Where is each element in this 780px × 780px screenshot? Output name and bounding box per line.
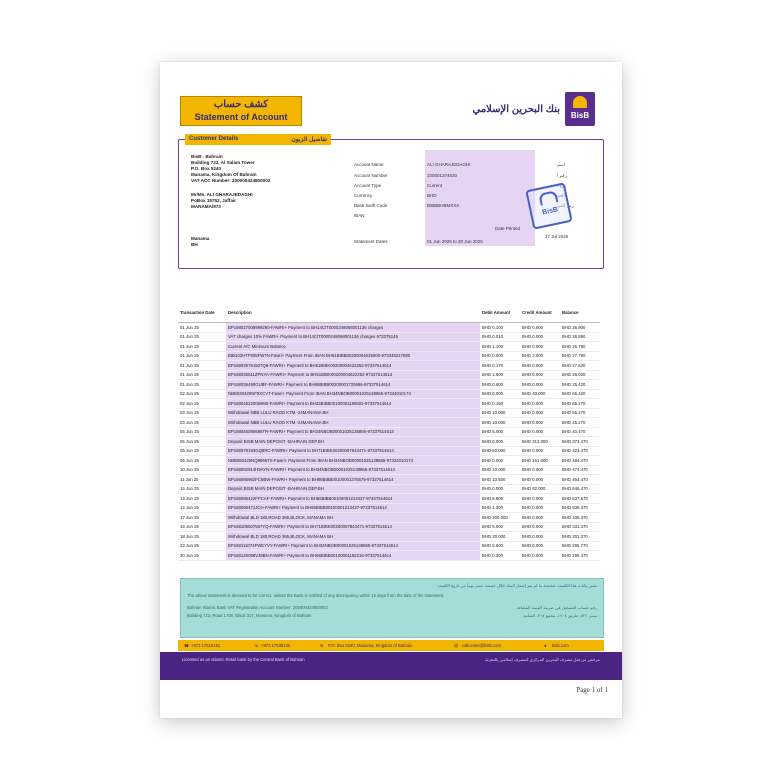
swift-label: Bank Swift Code (354, 203, 388, 208)
table-row (178, 541, 600, 551)
fax-icon: ☏ (254, 643, 260, 648)
table-row (178, 465, 600, 475)
account-name-label-ar: اسم (557, 162, 566, 167)
account-type-label-ar: نوع ا (557, 183, 566, 188)
customer-details-panel (178, 136, 604, 269)
address-line: P.O. Box 5240 (191, 166, 222, 171)
email-text[interactable]: callcenter@bisb.com (462, 643, 501, 648)
notice-en: The above statement is deemed to be correct, unless the Bank is notified of any discrepancy within 15 days from the date of the statement. (187, 593, 445, 598)
cell-date: 30 Jun 25 (178, 551, 226, 561)
account-type-value: Current (427, 183, 443, 188)
cell-balance: BHD 25.420 (560, 380, 600, 390)
cell-debit: BHD 0.000 (480, 389, 520, 399)
table-row (178, 513, 600, 523)
cell-date: 06 Jun 25 (178, 456, 226, 466)
cell-balance: BHD 26.900 (560, 323, 600, 333)
cell-credit: BHD 0.000 (520, 323, 560, 333)
statement-dates-label: Statement Dates (354, 239, 388, 244)
cell-credit: BHD 0.000 (520, 342, 560, 352)
cell-balance: BHD 55.270 (560, 408, 600, 418)
cell-description: BP168035761507Q9-FAWRI+ Payment to BH51BIBK00200004622252-97337514614 (226, 361, 480, 371)
cell-balance: BHD 25.790 (560, 342, 600, 352)
cell-date: 10 Jun 25 (178, 465, 226, 475)
notice-vat-ar: رقم حساب التسجيل في ضريبة القيمة المضافة (516, 605, 597, 610)
cell-date: 01 Jun 25 (178, 323, 226, 333)
cell-description: BP168035611ZPNYA-FAWRI+ Payment to BH51BIBK00200004622252-97337514614 (226, 370, 480, 380)
cell-date: 01 Jun 25 (178, 380, 226, 390)
cell-description: NBB020420NF8XCVT-Fawri+ Payment From IBAN BH34NBOB00001025138865-97334010174 (226, 389, 480, 399)
bank-address (191, 154, 270, 184)
cell-date: 05 Jun 25 (178, 446, 226, 456)
cell-description: BIB103HTF905FW7N-Fawri+ Payment From IBAN BH51BIBB00200004625000-973348227080 (226, 351, 480, 361)
cell-credit: BHD 0.000 (520, 418, 560, 428)
city: Manama (191, 236, 210, 241)
cell-date: 14 Jun 25 (178, 503, 226, 513)
phone-icon: ☎ (184, 643, 190, 648)
cell-debit: BHD 10.000 (480, 408, 520, 418)
col-description: Description (226, 302, 480, 323)
cell-debit: BHD 0.600 (480, 380, 520, 390)
cell-debit: BHD 0.000 (480, 351, 520, 361)
cell-debit: BHD 5.000 (480, 427, 520, 437)
cell-credit: BHD 0.000 (520, 399, 560, 409)
table-row (178, 380, 600, 390)
cell-debit: BHD 5.600 (480, 541, 520, 551)
swift-value: BIBBBHBMXXX (427, 203, 460, 208)
cell-balance: BHD 26.890 (560, 332, 600, 342)
cell-credit: BHD 40.000 (520, 389, 560, 399)
currency-label: Currency (354, 193, 373, 198)
currency-value: BHD (427, 193, 437, 198)
pobox-icon: ✉ (320, 643, 324, 648)
cell-date: 11 Jun 25 (178, 475, 226, 485)
bank-stamp-icon (525, 182, 572, 229)
table-row (178, 323, 600, 333)
footer-license-ar: مرخص من قبل مصرف البحرين المركزي كمصرف إسلامي بالتجزئة (485, 657, 600, 662)
cell-date: 05 Jun 25 (178, 437, 226, 447)
cell-credit: BHD 0.000 (520, 465, 560, 475)
bisb-logo-icon (565, 92, 595, 126)
cell-date: 05 Jun 25 (178, 427, 226, 437)
cell-balance: BHD 484.470 (560, 456, 600, 466)
cell-balance: BHD 464.470 (560, 475, 600, 485)
table-row (178, 389, 600, 399)
title-arabic: كشف حساب (213, 99, 269, 110)
cell-description: BP168096471JCH-FAWRI+ Payment to BH66BIBB00100001213437-97337514614 (226, 503, 480, 513)
cell-credit: BHD 0.000 (520, 532, 560, 542)
cell-date: 01 Jun 25 (178, 342, 226, 352)
cell-credit: BHD 0.000 (520, 408, 560, 418)
table-row (178, 408, 600, 418)
cell-debit: BHD 0.150 (480, 399, 520, 409)
table-row (178, 361, 600, 371)
table-row (178, 399, 600, 409)
cell-debit: BHD 10.500 (480, 475, 520, 485)
table-row (178, 437, 600, 447)
cell-description: BP168079193GQ8RC-FAWRI+ Payment to BH71BIBK00200007843471-97337514614 (226, 446, 480, 456)
cell-debit: BHD 1.300 (480, 503, 520, 513)
statement-dates-value: 01 Jun 2025 to 30 Jun 2025 (427, 239, 483, 244)
cell-credit: BHD 0.000 (520, 446, 560, 456)
notice-box (180, 578, 604, 638)
cell-credit: BHD 0.000 (520, 551, 560, 561)
cell-date: 14 Jun 25 (178, 484, 226, 494)
table-row (178, 551, 600, 561)
customer-city (191, 236, 209, 248)
title-english: Statement of Account (194, 112, 288, 122)
table-row (178, 503, 600, 513)
logo-text: BisB (570, 111, 590, 120)
currency-label-ar: العم (557, 193, 565, 198)
cell-description: NBB060425NQ9865TS-Fawri+ Payment From IBAN BH34NBOB00001025138865-97334010174 (226, 456, 480, 466)
address-line: Manama, Kingdom Of Bahrain (191, 172, 257, 177)
cell-debit: BHD 50.000 (480, 446, 520, 456)
cell-credit: BHD 0.000 (520, 513, 560, 523)
customer-address (191, 192, 253, 210)
cell-credit: BHD 313.000 (520, 437, 560, 447)
cell-description: Withdrawal NBB LULU RAOD KTM -24MANAMA BH (226, 418, 480, 428)
cell-balance: BHD 295.770 (560, 541, 600, 551)
cell-balance: BHD 301.370 (560, 532, 600, 542)
bank-name-arabic: بنك البحرين الإسلامي (472, 104, 560, 115)
cell-description: BP168027008999290-FAWRI+ Payment to BH14CIT0000248068001136 charges (226, 323, 480, 333)
date-printed-value: 27 Jul 2025 (545, 234, 569, 239)
table-row (178, 418, 600, 428)
cell-balance: BHD 537.670 (560, 494, 600, 504)
cell-balance: BHD 26.020 (560, 370, 600, 380)
table-row (178, 484, 600, 494)
account-name-label: Account Name (354, 162, 384, 167)
cell-balance: BHD 474.470 (560, 465, 600, 475)
phone-text[interactable]: +973 17515151 (191, 643, 221, 648)
cell-description: BP168045220069M9-FAWRI+ Payment to BH33BIBB00100001196502-97337514614 (226, 399, 480, 409)
cell-credit: BHD 0.000 (520, 522, 560, 532)
cell-credit: BHD 161.000 (520, 456, 560, 466)
cell-date: 01 Jun 25 (178, 332, 226, 342)
address-line: PoBox 15752, Jaffair (191, 198, 236, 203)
cell-debit: BHD 0.000 (480, 456, 520, 466)
table-row (178, 532, 600, 542)
country: BH (191, 242, 198, 247)
cell-date: 02 Jun 25 (178, 389, 226, 399)
cell-debit: BHD 0.000 (480, 437, 520, 447)
swift-label-ar: رمز الس (557, 203, 574, 208)
cell-credit: BHD 0.000 (520, 332, 560, 342)
notice-vat: Bahrain Islamic Bank VAT Registration Account Number: 200000424800002 (187, 605, 328, 610)
cell-balance: BHD 27.620 (560, 361, 600, 371)
email-icon: @ (454, 643, 459, 648)
cell-debit: BHD 0.300 (480, 551, 520, 561)
cell-description: Deposit BISB MAIN DEPOSIT -BAHRAIN DEP.BH (226, 437, 480, 447)
col-balance: Balance (560, 302, 600, 323)
col-debit: Debit Amount (480, 302, 520, 323)
cell-description: BP168125098VJ8BN-FAWRI+ Payment to BH66BIBB00100001162216-97337514614 (226, 551, 480, 561)
table-row (178, 456, 600, 466)
statement-title-box (180, 96, 302, 126)
cell-debit: BHD 1.600 (480, 370, 520, 380)
address-line: Building 722, Al Salam Tower (191, 160, 255, 165)
mosque-icon (573, 96, 587, 108)
cell-debit: BHD 8.800 (480, 494, 520, 504)
cell-credit: BHD 0.000 (520, 361, 560, 371)
cell-credit: BHD 82.000 (520, 484, 560, 494)
cell-credit: BHD 0.000 (520, 541, 560, 551)
cell-balance: BHD 27.790 (560, 351, 600, 361)
mosque-icon (538, 190, 558, 205)
table-row (178, 351, 600, 361)
table-row (178, 522, 600, 532)
cell-credit: BHD 2.000 (520, 351, 560, 361)
stamp-text: BisB (541, 206, 559, 217)
cell-balance: BHD 65.270 (560, 399, 600, 409)
address-line: Mr/Ms. ALI GHARAJEDAGHI (191, 192, 253, 197)
cell-credit: BHD 0.000 (520, 475, 560, 485)
cell-description: Current A/C Minimum Balance (226, 342, 480, 352)
cell-balance: BHD 295.470 (560, 551, 600, 561)
date-printed-label: Date Printed (495, 226, 521, 231)
web-icon: ● (544, 643, 547, 648)
cell-debit: BHD 0.170 (480, 361, 520, 371)
cell-debit: BHD 10.000 (480, 418, 520, 428)
cell-date: 01 Jun 25 (178, 370, 226, 380)
cell-description: BP168105507567YQ-FAWRI+ Payment to BH71BIBK00200007843471-97337514614 (226, 522, 480, 532)
table-header-row (178, 302, 600, 323)
web-text[interactable]: bisb.com (552, 643, 569, 648)
customer-details-label-ar: تفاصيل الزبون (291, 137, 327, 143)
cell-balance: BHD 336.370 (560, 513, 600, 523)
col-credit: Credit Amount (520, 302, 560, 323)
notice-address: Building 722, Road 1708, Block 317, Manama, Kingdom of Bahrain (187, 613, 312, 618)
cell-balance: BHD 331.370 (560, 522, 600, 532)
footer-band (160, 652, 622, 680)
cell-balance: BHD 65.420 (560, 389, 600, 399)
cell-balance: BHD 536.370 (560, 503, 600, 513)
table-row (178, 446, 600, 456)
cell-balance: BHD 323.470 (560, 446, 600, 456)
cell-credit: BHD 0.000 (520, 370, 560, 380)
cell-date: 03 Jun 25 (178, 418, 226, 428)
contact-bar (178, 640, 604, 651)
account-number-label-ar: رقم ا (557, 173, 567, 178)
cell-debit: BHD 200.000 (480, 513, 520, 523)
cell-description: BP168111074FWEYVY-FAWRI+ Payment to BH34NBOB00001025138865-97337514614 (226, 541, 480, 551)
cell-description: Deposit BISB MAIN DEPOSIT -BAHRAIN DEP.BH (226, 484, 480, 494)
customer-details-tab (185, 134, 331, 145)
address-line: VAT ACC Number: 200000424800002 (191, 178, 271, 183)
iban-label: IBAN (354, 213, 365, 218)
cell-date: 23 Jun 25 (178, 541, 226, 551)
cell-date: 18 Jun 25 (178, 532, 226, 542)
cell-date: 14 Jun 25 (178, 494, 226, 504)
cell-date: 03 Jun 25 (178, 408, 226, 418)
cell-balance: BHD 546.470 (560, 484, 600, 494)
account-number-label: Account Number (354, 173, 388, 178)
cell-description: Withdrawal NBB LULU RAOD KTM -24MANAMA BH (226, 408, 480, 418)
cell-debit: BHD 5.000 (480, 522, 520, 532)
account-type-label: Account Type (354, 183, 382, 188)
cell-credit: BHD 0.000 (520, 494, 560, 504)
cell-debit: BHD 0.100 (480, 323, 520, 333)
cell-credit: BHD 0.000 (520, 427, 560, 437)
table-row (178, 494, 600, 504)
cell-description: VAT charges 10% FAWRI+ Payment to BH14CIT0000248068001136 charges 973375146 (226, 332, 480, 342)
account-number-value: 100001374630 (427, 173, 458, 178)
cell-description: BP168096422FPCAF-FAWRI+ Payment to BH66BIBB00100001213437-97337514614 (226, 494, 480, 504)
footer-license-en: Licensed as an Islamic Retail bank by the Central Bank of Bahrain (182, 657, 305, 662)
cell-debit: BHD 1.100 (480, 342, 520, 352)
cell-debit: BHD 0.010 (480, 332, 520, 342)
cell-balance: BHD 373.470 (560, 437, 600, 447)
cell-credit: BHD 0.000 (520, 380, 560, 390)
customer-details-label: Customer Details (189, 136, 239, 142)
cell-date: 01 Jun 25 (178, 351, 226, 361)
account-name-value: ALI GHARAJEDAGHI (427, 162, 471, 167)
page-number: Page 1 of 1 (576, 686, 608, 694)
transactions-body (178, 323, 600, 561)
cell-description: Withdrawal BLD 180,ROAD 365,BLOCK, MANAMA BH (226, 532, 480, 542)
fax-text: +973 17535135 (261, 643, 291, 648)
table-row (178, 370, 600, 380)
cell-description: BP168046090686TR-FAWRI+ Payment to BH34NBOB00001025138865-97337514614 (226, 427, 480, 437)
cell-date: 02 Jun 25 (178, 399, 226, 409)
cell-balance: BHD 40.470 (560, 427, 600, 437)
statement-page (160, 62, 622, 718)
cell-debit: BHD 10.000 (480, 465, 520, 475)
table-row (178, 332, 600, 342)
cell-debit: BHD 0.000 (480, 484, 520, 494)
cell-debit: BHD 30.000 (480, 532, 520, 542)
cell-date: 18 Jun 25 (178, 522, 226, 532)
pobox-text: P.O. Box 5240, Manama, Kingdom of Bahrain (328, 643, 413, 648)
cell-description: BP168092814H9AYN-FAWRI+ Payment to BH34NBOB00001025138865-97337514614 (226, 465, 480, 475)
cell-date: 01 Jun 25 (178, 361, 226, 371)
table-row (178, 427, 600, 437)
address-line: MANAMA/973 (191, 204, 221, 209)
notice-address-ar: مبنى ٧٢٢، طريق ١٧٠٨، مجمع ٣١٧، المنامة (523, 613, 597, 618)
notice-ar: تعتبر بيانات هذا الكشف صحيحة ما لم يتم إشعار البنك خلال خمسة عشر يوماً من تاريخ الكشف (437, 583, 597, 588)
cell-description: BP168085962FC6BW-FAWRI+ Payment to BH86BIBB00100001375575-97337514614 (226, 475, 480, 485)
cell-date: 17 Jun 25 (178, 513, 226, 523)
address-line: BisB - Bahrain (191, 154, 223, 159)
table-row (178, 475, 600, 485)
table-row (178, 342, 600, 352)
cell-credit: BHD 0.000 (520, 503, 560, 513)
col-transaction-date: Transaction Date (178, 302, 226, 323)
transactions-table (178, 302, 600, 561)
cell-description: BP168036490GUBF-FAWRI+ Payment to BH66BIBB00200001720686-97337514614 (226, 380, 480, 390)
cell-balance: BHD 45.270 (560, 418, 600, 428)
cell-description: Withdrawal BLD 180,ROAD 365,BLOCK, MANAMA BH (226, 513, 480, 523)
